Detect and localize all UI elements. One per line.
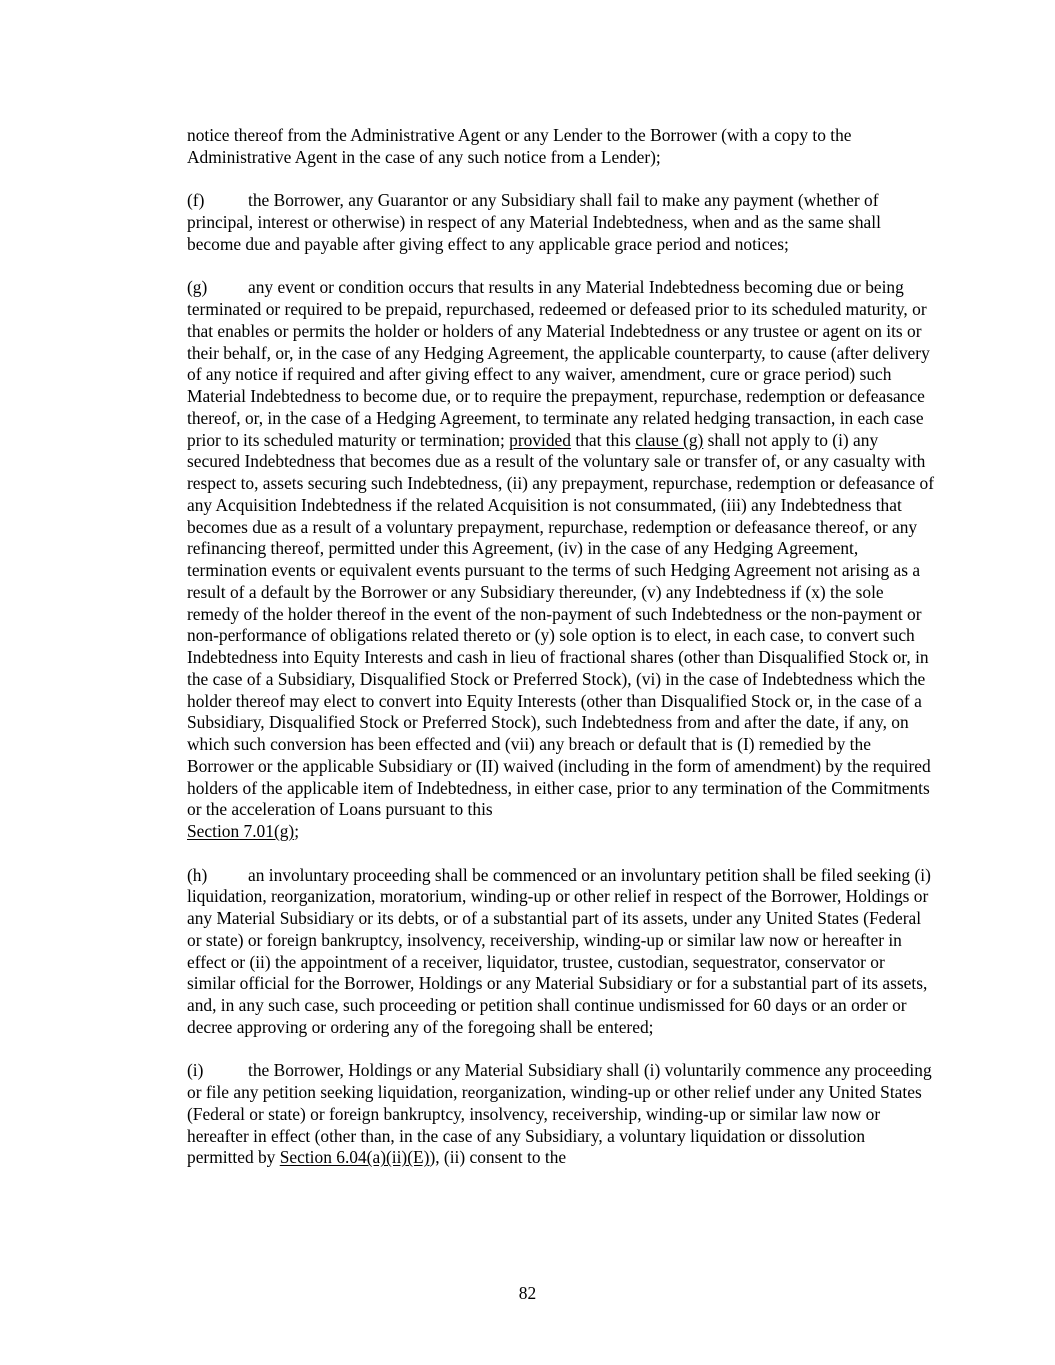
document-page <box>187 125 935 1191</box>
paragraph-i-text-2: ), (ii) consent to the <box>429 1147 567 1168</box>
paragraph-g-final-line <box>187 821 935 843</box>
paragraph-i <box>187 1060 935 1169</box>
paragraph-h-label: (h) <box>187 864 208 885</box>
paragraph-i-text-1: the Borrower, Holdings or any Material Subsidiary shall (i) voluntarily commence any proceeding or file any petition seeking liquidation, reorganization, winding-up or other relief under any United States (Federal or state) or foreign bankruptcy, insolvency, receivership, winding-up or similar law now or hereafter in effect (other than, in the case of any Subsidiary, a voluntary liquidation or dissolution permitted by <box>187 1060 932 1168</box>
paragraph-i-label: (i) <box>187 1060 204 1081</box>
paragraph-f-label: (f) <box>187 190 205 211</box>
page-number: 82 <box>518 1283 537 1303</box>
paragraph-g-label: (g) <box>187 277 208 298</box>
section-7-01-g-reference: Section 7.01(g) <box>187 821 295 841</box>
section-6-04-reference: Section 6.04(a)(ii)(E) <box>279 1147 430 1168</box>
paragraph-g-text-4: ; <box>294 821 300 841</box>
paragraph-h-text: an involuntary proceeding shall be commenced or an involuntary petition shall be filed seeking (i) liquidation, reorganization, moratorium, winding-up or other relief in respect of the Borrower, Holdings or any Material Subsidiary or its debts, or of a substantial part of its assets, under any United States (Federal or state) or foreign bankruptcy, insolvency, receivership, winding-up or similar law now or hereafter in effect or (ii) the appointment of a receiver, liquidator, trustee, custodian, sequestrator, conservator or similar official for the Borrower, Holdings or any Material Subsidiary or for a substantial part of its assets, and, in any such case, such proceeding or petition shall continue undismissed for 60 days or an order or decree approving or ordering any of the foregoing shall be entered; <box>187 864 931 1037</box>
provided-term: provided <box>509 429 571 450</box>
paragraph-g-text-3: shall not apply to (i) any secured Indebtedness that becomes due as a result of the voluntary sale or transfer of, or any casualty with respect to, assets securing such Indebtedness, (ii) any prepayment, repurchase, redemption or defeasance of any Acquisition Indebtedness if the related Acquisition is not consummated, (iii) any Indebtedness that becomes due as a result of a voluntary prepayment, repurchase, redemption or defeasance thereof, or any refinancing thereof, permitted under this Agreement, (iv) in the case of any Hedging Agreement, termination events or equivalent events pursuant to the terms of such Hedging Agreement not arising as a result of a default by the Borrower or any Subsidiary thereunder, (v) any Indebtedness if (x) the sole remedy of the holder thereof in the event of the non-payment of such Indebtedness or the non-payment or non-performance of obligations related thereto or (y) sole option is to elect, in each case, to convert such Indebtedness into Equity Interests and cash in lieu of fractional shares (other than Disqualified Stock or, in the case of a Subsidiary, Disqualified Stock or Preferred Stock), (vi) in the case of Indebtedness which the holder thereof may elect to convert into Equity Interests (other than Disqualified Stock or, in the case of a Subsidiary, Disqualified Stock or Preferred Stock), such Indebtedness from and after the date, if any, on which such conversion has been effected and (vii) any breach or default that is (I) remedied by the Borrower or the applicable Subsidiary or (II) waived (including in the form of amendment) by the required holders of the applicable item of Indebtedness, in either case, prior to any termination of the Commitments or the acceleration of Loans pursuant to this <box>187 429 935 820</box>
paragraph-e-text: notice thereof from the Administrative Agent or any Lender to the Borrower (with a copy to the Administrative Agent in the case of any such notice from a Lender); <box>187 125 852 167</box>
paragraph-g <box>187 277 935 843</box>
paragraph-g-text-1: any event or condition occurs that results in any Material Indebtedness becoming due or being terminated or required to be prepaid, repurchased, redeemed or defeased prior to its scheduled maturity, or that enables or permits the holder or holders of any Material Indebtedness or any trustee or agent on its or their behalf, or, in the case of any Hedging Agreement, the applicable counterparty, to cause (after delivery of any notice if required and after giving effect to any waiver, amendment, cure or grace period) such Material Indebtedness to become due, or to require the prepayment, repurchase, redemption or defeasance thereof, or, in the case of a Hedging Agreement, to terminate any related hedging transaction, in each case prior to its scheduled maturity or termination; <box>187 277 930 450</box>
paragraph-e-continuation <box>187 125 935 169</box>
paragraph-g-text-2: that this <box>570 429 636 450</box>
paragraph-h <box>187 865 935 1039</box>
paragraph-f <box>187 190 935 255</box>
clause-g-reference: clause (g) <box>635 429 704 450</box>
paragraph-f-text: the Borrower, any Guarantor or any Subsidiary shall fail to make any payment (whether of principal, interest or otherwise) in respect of any Material Indebtedness, when and as the same shall become due and payable after giving effect to any applicable grace period and notices; <box>187 190 881 254</box>
